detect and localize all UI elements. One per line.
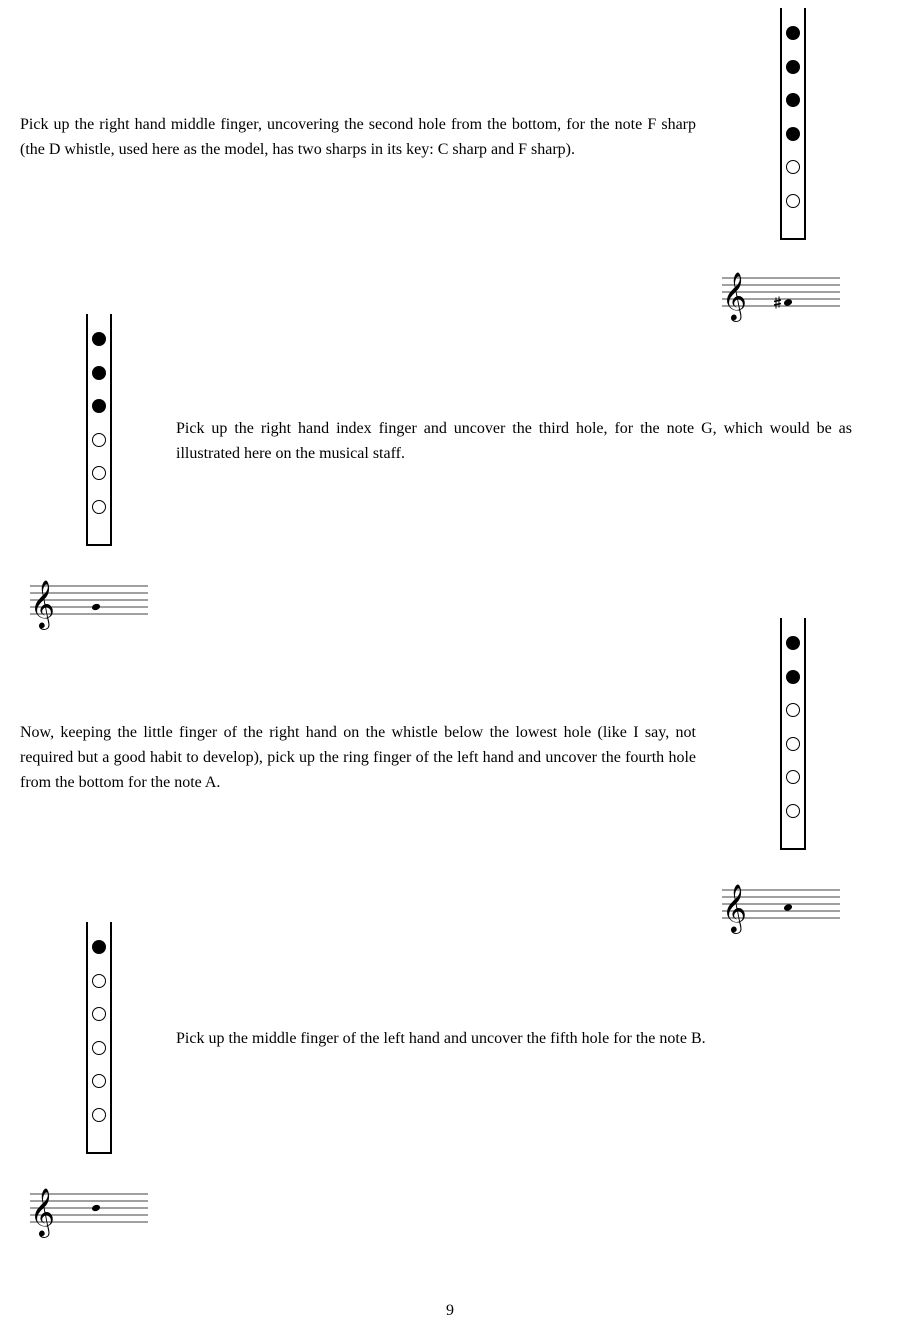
closed-hole-icon [92, 940, 106, 954]
closed-hole-icon [92, 366, 106, 380]
paragraph-a: Now, keeping the little finger of the right hand on the whistle below the lowest hole (like I say, not required but a good habit to develop), pick up the ring finger of the left hand and uncover the fourth hole from the bottom for the note A. [20, 724, 696, 791]
closed-hole-icon [786, 60, 800, 74]
paragraph-f-sharp: Pick up the right hand middle finger, uncovering the second hole from the bottom, for the note F sharp (the D whistle, used here as the model, has two sharps in its key: C sharp and F sharp). [20, 116, 696, 158]
treble-clef-icon: 𝄞 [30, 579, 55, 628]
open-hole-icon [92, 1074, 106, 1088]
open-hole-icon [786, 804, 800, 818]
closed-hole-icon [92, 332, 106, 346]
closed-hole-icon [786, 93, 800, 107]
open-hole-icon [786, 194, 800, 208]
staff-a [718, 874, 842, 944]
treble-clef-icon: 𝄞 [722, 883, 747, 932]
note-head [783, 298, 793, 307]
whistle-fingering-f-sharp [780, 8, 806, 240]
closed-hole-icon [786, 26, 800, 40]
treble-clef-icon: 𝄞 [30, 1187, 55, 1236]
open-hole-icon [92, 974, 106, 988]
staff-g [26, 570, 150, 640]
open-hole-icon [92, 1007, 106, 1021]
whistle-fingering-b [86, 922, 112, 1154]
note-head [91, 603, 101, 612]
page-number: 9 [446, 1302, 454, 1319]
treble-clef-icon: 𝄞 [722, 271, 747, 320]
open-hole-icon [92, 500, 106, 514]
whistle-fingering-a [780, 618, 806, 850]
closed-hole-icon [786, 636, 800, 650]
closed-hole-icon [786, 670, 800, 684]
open-hole-icon [786, 770, 800, 784]
note-head [91, 1204, 101, 1213]
open-hole-icon [92, 1041, 106, 1055]
open-hole-icon [92, 433, 106, 447]
paragraph-b: Pick up the middle finger of the left hand and uncover the fifth hole for the note B. [176, 1030, 706, 1047]
open-hole-icon [92, 466, 106, 480]
closed-hole-icon [92, 399, 106, 413]
whistle-fingering-g [86, 314, 112, 546]
sharp-icon [774, 297, 781, 309]
open-hole-icon [786, 737, 800, 751]
open-hole-icon [92, 1108, 106, 1122]
staff-f-sharp [718, 262, 842, 332]
closed-hole-icon [786, 127, 800, 141]
staff-b [26, 1178, 150, 1248]
open-hole-icon [786, 703, 800, 717]
note-head [783, 903, 793, 912]
paragraph-g: Pick up the right hand index finger and uncover the third hole, for the note G, which would be as illustrated here on the musical staff. [176, 420, 852, 462]
open-hole-icon [786, 160, 800, 174]
